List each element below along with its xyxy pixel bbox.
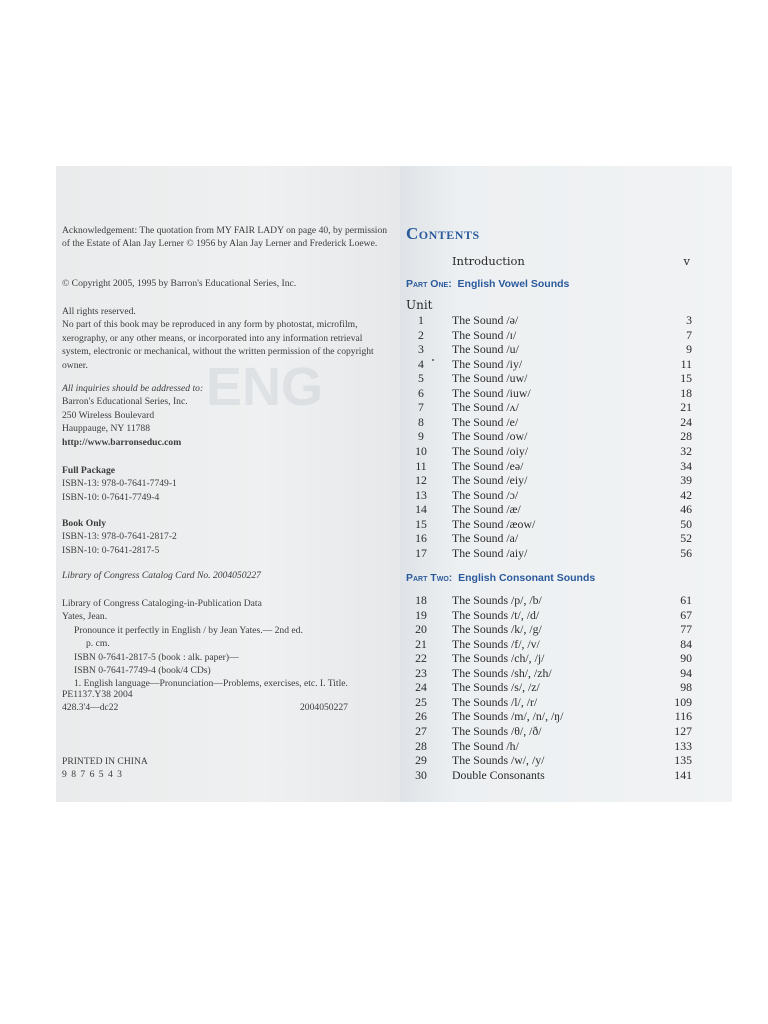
- unit-number: 17: [415, 545, 427, 560]
- unit-number: 26: [415, 709, 427, 724]
- unit-page: 56: [680, 545, 692, 560]
- unit-page: 84: [680, 636, 692, 651]
- cip-title: Pronounce it perfectly in English / by Jean Yates.— 2nd ed.: [74, 624, 303, 636]
- contents-row[interactable]: [406, 637, 692, 652]
- unit-number: 20: [415, 622, 427, 637]
- full-package-heading: Full Package: [62, 465, 116, 476]
- unit-number: 27: [415, 723, 427, 738]
- contents-row[interactable]: [406, 709, 692, 724]
- contents-page: [400, 166, 732, 802]
- acknowledgement-text: Acknowledgement: The quotation from MY FAIR LADY on page 40, by permission of the Estate of Alan Jay Lerner © 1956 by Alan Jay Lerner and Frederick Loewe.: [62, 225, 388, 250]
- inquiries-block: [62, 382, 388, 449]
- unit-title: The Sound /iy/: [452, 356, 523, 371]
- unit-page: 15: [680, 371, 692, 386]
- unit-title: The Sound /uw/: [452, 371, 528, 386]
- unit-number: 6: [418, 385, 424, 400]
- unit-number: 22: [415, 651, 427, 666]
- unit-title: The Sounds /sh/, /zh/: [452, 665, 552, 680]
- unit-page: 46: [680, 502, 692, 517]
- contents-row[interactable]: [406, 386, 692, 401]
- unit-title: The Sound /ow/: [452, 429, 528, 444]
- unit-title: The Sound /e/: [452, 414, 519, 429]
- unit-page: 141: [674, 767, 692, 782]
- unit-page: 50: [680, 516, 692, 531]
- unit-title: The Sounds /m/, /n/, /ŋ/: [452, 709, 564, 724]
- unit-number: 19: [415, 607, 427, 622]
- unit-title: The Sound /eə/: [452, 458, 524, 473]
- unit-page: 21: [680, 400, 692, 415]
- unit-number: 9: [418, 429, 424, 444]
- cip-dewey: 428.3'4—dc22: [62, 702, 119, 714]
- publisher-website: http://www.barronseduc.com: [62, 436, 182, 448]
- cip-heading: Library of Congress Cataloging-in-Publication Data: [62, 598, 262, 609]
- unit-title: Double Consonants: [452, 767, 545, 782]
- book-only-isbn10: ISBN-10: 0-7641-2817-5: [62, 544, 160, 556]
- print-block: [62, 755, 388, 782]
- introduction-page: v: [683, 254, 690, 268]
- unit-title: The Sound /æow/: [452, 516, 536, 531]
- unit-title: The Sounds /k/, /g/: [452, 622, 542, 637]
- cip-block: [62, 597, 388, 691]
- contents-row[interactable]: [406, 680, 692, 695]
- unit-page: 94: [680, 665, 692, 680]
- unit-number: 28: [415, 738, 427, 753]
- unit-page: 98: [680, 680, 692, 695]
- unit-number: 30: [415, 767, 427, 782]
- unit-number: 14: [415, 502, 427, 517]
- unit-page: 11: [680, 356, 692, 371]
- printed-in: PRINTED IN CHINA: [62, 756, 148, 767]
- unit-page: 42: [680, 487, 692, 502]
- copyright-page: [56, 166, 400, 802]
- unit-title: The Sound /a/: [452, 531, 519, 546]
- cip-class: PE1137.Y38 2004: [62, 689, 133, 700]
- publisher-name: Barron's Educational Series, Inc.: [62, 396, 188, 408]
- contents-row[interactable]: [406, 739, 692, 754]
- contents-row[interactable]: [406, 342, 692, 357]
- unit-page: 39: [680, 473, 692, 488]
- contents-row[interactable]: [406, 724, 692, 739]
- unit-page: 127: [674, 723, 692, 738]
- cip-author: Yates, Jean.: [62, 611, 108, 623]
- contents-row[interactable]: [406, 753, 692, 768]
- book-only-block: [62, 517, 388, 557]
- unit-number: 4: [418, 356, 424, 371]
- contents-row[interactable]: [406, 502, 692, 517]
- part-two-title: English Consonant Sounds: [458, 572, 596, 584]
- unit-number: 12: [415, 473, 427, 488]
- unit-title: The Sounds /s/, /z/: [452, 680, 540, 695]
- publisher-street: 250 Wireless Boulevard: [62, 409, 155, 421]
- part-two-label: Part Two:: [406, 572, 453, 584]
- acknowledgement: [62, 224, 388, 251]
- full-package-block: [62, 464, 388, 504]
- unit-number: 15: [415, 516, 427, 531]
- unit-page: 34: [680, 458, 692, 473]
- introduction-row[interactable]: [452, 254, 690, 268]
- unit-page: 24: [680, 414, 692, 429]
- contents-row[interactable]: [406, 400, 692, 415]
- unit-title: The Sound /ɔ/: [452, 487, 519, 502]
- contents-row[interactable]: [406, 546, 692, 561]
- unit-page: 116: [674, 709, 692, 724]
- unit-title: The Sound /eiy/: [452, 473, 528, 488]
- unit-title: The Sounds /l/, /r/: [452, 694, 538, 709]
- unit-number: 21: [415, 636, 427, 651]
- unit-title: The Sound /aiy/: [452, 545, 528, 560]
- contents-row[interactable]: [406, 666, 692, 681]
- cip-isbn-book: ISBN 0-7641-2817-5 (book : alk. paper)—: [74, 651, 239, 663]
- unit-title: The Sound /ʌ/: [452, 400, 519, 415]
- unit-page: 52: [680, 531, 692, 546]
- contents-row[interactable]: [406, 473, 692, 488]
- unit-page: 9: [686, 342, 692, 357]
- unit-page: 133: [674, 738, 692, 753]
- unit-page: 135: [674, 753, 692, 768]
- unit-number: 11: [415, 458, 427, 473]
- unit-title: The Sounds /ch/, /j/: [452, 651, 545, 666]
- unit-page: 7: [686, 327, 692, 342]
- contents-row[interactable]: [406, 357, 692, 372]
- unit-page: 90: [680, 651, 692, 666]
- part-one-label: Part One:: [406, 278, 452, 290]
- rights-reserved: All rights reserved.: [62, 306, 136, 317]
- unit-title: The Sounds /θ/, /ð/: [452, 723, 542, 738]
- inquiries-intro: All inquiries should be addressed to:: [62, 383, 204, 394]
- unit-number: 25: [415, 694, 427, 709]
- part-one-title: English Vowel Sounds: [457, 278, 570, 290]
- cip-pages: p. cm.: [86, 638, 110, 650]
- loc-card: [62, 569, 388, 582]
- part-two-heading: [406, 572, 595, 584]
- unit-title: The Sounds /p/, /b/: [452, 593, 542, 607]
- part-one-heading: [406, 278, 569, 290]
- unit-number: 18: [415, 593, 427, 607]
- unit-title: The Sound /æ/: [452, 502, 521, 517]
- publisher-city: Hauppauge, NY 11788: [62, 423, 151, 435]
- unit-number: 16: [415, 531, 427, 546]
- unit-title: The Sound /h/: [452, 738, 519, 753]
- unit-page: 109: [674, 694, 692, 709]
- cip-subjects: 1. English language—Pronunciation—Problems, exercises, etc. I. Title.: [74, 678, 348, 690]
- book-only-heading: Book Only: [62, 518, 106, 529]
- unit-column-label: Unit: [406, 298, 433, 312]
- unit-title: The Sound /iuw/: [452, 385, 531, 400]
- stray-mark: [432, 359, 434, 361]
- unit-page: 32: [680, 443, 692, 458]
- copyright-line: [62, 277, 388, 290]
- rights-text: No part of this book may be reproduced in any form by photostat, microfilm, xerography, or any other means, or incorporated into any information retrieval system, electronic or mechanical, without the written permission of the copyright owner.: [62, 319, 374, 371]
- show-through-ghost: ENG: [206, 357, 324, 417]
- introduction-title: Introduction: [452, 254, 525, 268]
- contents-row[interactable]: [406, 444, 692, 459]
- unit-page: 67: [680, 607, 692, 622]
- unit-number: 5: [418, 371, 424, 386]
- contents-row[interactable]: [406, 622, 692, 637]
- unit-title: The Sound /ə/: [452, 313, 519, 327]
- unit-title: The Sounds /f/, /v/: [452, 636, 540, 651]
- full-package-isbn13: ISBN-13: 978-0-7641-7749-1: [62, 478, 177, 490]
- unit-page: 28: [680, 429, 692, 444]
- unit-number: 7: [418, 400, 424, 415]
- contents-row[interactable]: [406, 651, 692, 666]
- unit-number: 24: [415, 680, 427, 695]
- unit-number: 23: [415, 665, 427, 680]
- unit-page: 3: [686, 313, 692, 327]
- contents-row[interactable]: [406, 371, 692, 386]
- contents-row[interactable]: [406, 768, 692, 783]
- rights-block: [62, 305, 388, 372]
- contents-row[interactable]: [406, 459, 692, 474]
- unit-title: The Sound /oiy/: [452, 443, 529, 458]
- contents-row[interactable]: [406, 695, 692, 710]
- unit-page: 18: [680, 385, 692, 400]
- contents-row[interactable]: [406, 488, 692, 503]
- print-run: 9 8 7 6 5 4 3: [62, 769, 123, 781]
- contents-row[interactable]: [406, 608, 692, 623]
- unit-title: The Sounds /t/, /d/: [452, 607, 540, 622]
- unit-number: 8: [418, 414, 424, 429]
- book-spread: [56, 166, 732, 802]
- contents-row[interactable]: [406, 429, 692, 444]
- unit-number: 1: [418, 313, 424, 327]
- unit-number: 10: [415, 443, 427, 458]
- contents-row[interactable]: [406, 593, 692, 608]
- unit-page: 61: [680, 593, 692, 607]
- cip-classification: [62, 688, 388, 715]
- unit-number: 29: [415, 753, 427, 768]
- book-only-isbn13: ISBN-13: 978-0-7641-2817-2: [62, 531, 177, 543]
- contents-row[interactable]: [406, 313, 692, 328]
- unit-number: 2: [418, 327, 424, 342]
- unit-number: 3: [418, 342, 424, 357]
- unit-number: 13: [415, 487, 427, 502]
- unit-title: The Sounds /w/, /y/: [452, 753, 545, 768]
- contents-title: Contents: [406, 224, 480, 243]
- unit-page: 77: [680, 622, 692, 637]
- cip-isbn-cds: ISBN 0-7641-7749-4 (book/4 CDs): [74, 665, 211, 677]
- contents-row[interactable]: [406, 415, 692, 430]
- copyright-text: © Copyright 2005, 1995 by Barron's Educational Series, Inc.: [62, 278, 297, 289]
- contents-row[interactable]: [406, 328, 692, 343]
- unit-title: The Sound /ɪ/: [452, 327, 517, 342]
- cip-number: 2004050227: [300, 702, 348, 714]
- contents-row[interactable]: [406, 517, 692, 532]
- unit-title: The Sound /u/: [452, 342, 519, 357]
- full-package-isbn10: ISBN-10: 0-7641-7749-4: [62, 491, 160, 503]
- contents-row[interactable]: [406, 531, 692, 546]
- loc-card-text: Library of Congress Catalog Card No. 2004050227: [62, 570, 261, 581]
